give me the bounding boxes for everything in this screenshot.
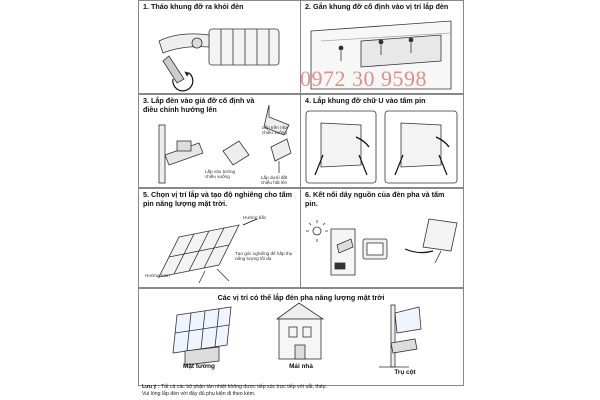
position-roof-label: Mái nhà (289, 363, 313, 370)
step-4-illustration (301, 95, 463, 187)
step-3-title: 3. Lắp đèn vào giá đỡ cố định và điều chỉnh hướng lên (143, 96, 255, 114)
positions-title: Các vị trí có thể lắp đèn pha năng lượng mặt trời (217, 293, 385, 302)
step-5-title: 5. Chọn vị trí lắp và tạo độ nghiêng cho tấm pin năng lượng mặt trời. (143, 190, 292, 208)
phone-watermark: 0972 30 9598 (300, 66, 427, 91)
step-1-illustration (139, 1, 300, 93)
step-3-caption-ground: Lắp dưới đất chiều hất lên (261, 175, 288, 186)
step-6-panel (300, 188, 464, 288)
note-text-1: Tất cả các bộ phận tản nhiệt không được tiếp xúc trực tiếp với sắt, thép. (160, 384, 327, 390)
step-1-panel (138, 0, 301, 94)
step-6-illustration (301, 189, 463, 287)
step-5-caption-south: Hướng nam (145, 273, 170, 278)
step-4-title: 4. Lắp khung đỡ chữ U vào tấm pin (305, 96, 426, 105)
positions-panel (138, 288, 464, 386)
position-wall-label: Mặt tường (183, 363, 215, 370)
step-5-caption-north: Hướng bắc (243, 215, 267, 220)
installation-guide-sheet (138, 0, 462, 400)
step-5-caption-tilt: Tạo góc nghiêng để hấp thụ năng lượng tối đa (235, 251, 293, 262)
step-6-title: 6. Kết nối dây nguồn của đèn pha và tấm pin. (305, 190, 445, 208)
step-1-title: 1. Tháo khung đỡ ra khỏi đèn (143, 2, 244, 11)
step-4-panel (300, 94, 464, 188)
step-5-panel (138, 188, 301, 288)
step-3-caption-ceiling: Lắp trên nhà chiều xuống (262, 125, 288, 136)
note-line-1 (142, 384, 327, 391)
position-pole-label: Trụ cột (394, 369, 416, 376)
step-3-caption-wall: Lắp vào tường chiều xuống (205, 169, 236, 180)
step-2-title: 2. Gắn khung đỡ cố định vào vị trí lắp đèn (305, 2, 449, 11)
note-label: Lưu ý : (142, 384, 160, 390)
note-line-2: Vui lòng lắp đèn với đầy đủ phụ kiện đi theo kèm. (142, 391, 256, 397)
step-3-panel (138, 94, 301, 188)
